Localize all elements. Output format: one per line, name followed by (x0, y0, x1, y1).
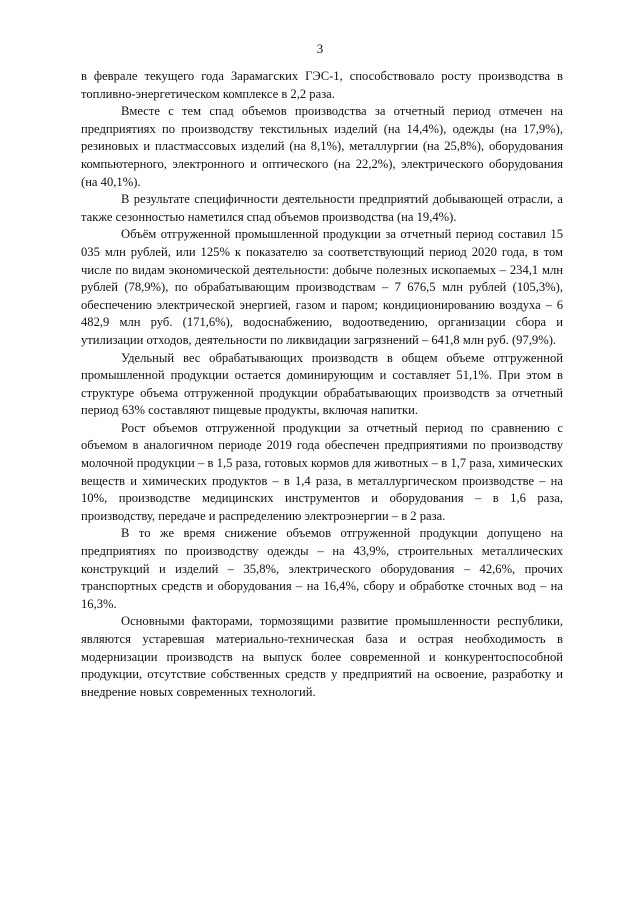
paragraph-production-decline: Вместе с тем спад объемов производства за отчетный период отмечен на предприятиях по производству текстильных изделий (на 14,4%), одежды (на 17,9%), резиновых и пластмассовых изделий (на 8,1%), металлургии (на 25,8%), оборудования компьютерного, электронного и оптического (на 22,2%), электрического оборудования (на 40,1%). (81, 104, 563, 189)
paragraph-shipment-decline: В то же время снижение объемов отгруженной продукции допущено на предприятиях по производству одежды – на 43,9%, строительных металлических конструкций и изделий – 35,8%, электрического оборудования – 42,6%, прочих транспортных средств и оборудования – на 16,4%, сбору и обработке сточных вод – на 16,3%. (81, 526, 563, 611)
paragraph-mining-decline: В результате специфичности деятельности предприятий добывающей отрасли, а также сезонностью наметился спад объемов производства (на 19,4%). (81, 192, 563, 224)
document-body (81, 68, 563, 701)
paragraph-continuation: в феврале текущего года Зарамагских ГЭС-1, способствовало росту производства в топливно-энергетическом комплексе в 2,2 раза. (81, 69, 563, 101)
paragraph-shipment-growth: Рост объемов отгруженной продукции за отчетный период по сравнению с объемом в аналогичном периоде 2019 года обеспечен предприятиями по производству молочной продукции – в 1,5 раза, готовых кормов для животных – в 1,7 раза, химических веществ и химических продуктов – в 1,4 раза, в металлургическом производстве – на 10%, производстве медицинских инструментов и оборудования – в 1,6 раза, производству, передаче и распределению электроэнергии – в 2 раза. (81, 420, 563, 523)
paragraph-manufacturing-share: Удельный вес обрабатывающих производств в общем объеме отгруженной промышленной продукции остается доминирующим и составляет 51,1%. При этом в структуре объема отгруженной продукции обрабатывающих производств за отчетный период 63% составляют пищевые продукты, включая напитки. (81, 350, 563, 418)
paragraph-key-factors: Основными факторами, тормозящими развитие промышленности республики, являются устаревшая материально-техническая база и острая необходимость в модернизации производств на выпуск более современной и конкурентоспособной продукции, отсутствие собственных средств у предприятий на освоение, разработку и внедрение новых современных технологий. (81, 614, 563, 699)
paragraph-shipped-volume: Объём отгруженной промышленной продукции за отчетный период составил 15 035 млн рублей, или 125% к показателю за соответствующий период 2020 года, в том числе по видам экономической деятельности: добыче полезных ископаемых – 234,1 млн рублей (78,9%), по обрабатывающим производствам – 7 676,5 млн рублей (105,3%), обеспечению электрической энергией, газом и паром; кондиционированию воздуха – 6 482,9 млн руб. (171,6%), водоснабжению, водоотведению, организации сбора и утилизации отходов, деятельности по ликвидации загрязнений – 641,8 млн руб. (97,9%). (81, 227, 563, 347)
page-number: 3 (316, 41, 324, 56)
